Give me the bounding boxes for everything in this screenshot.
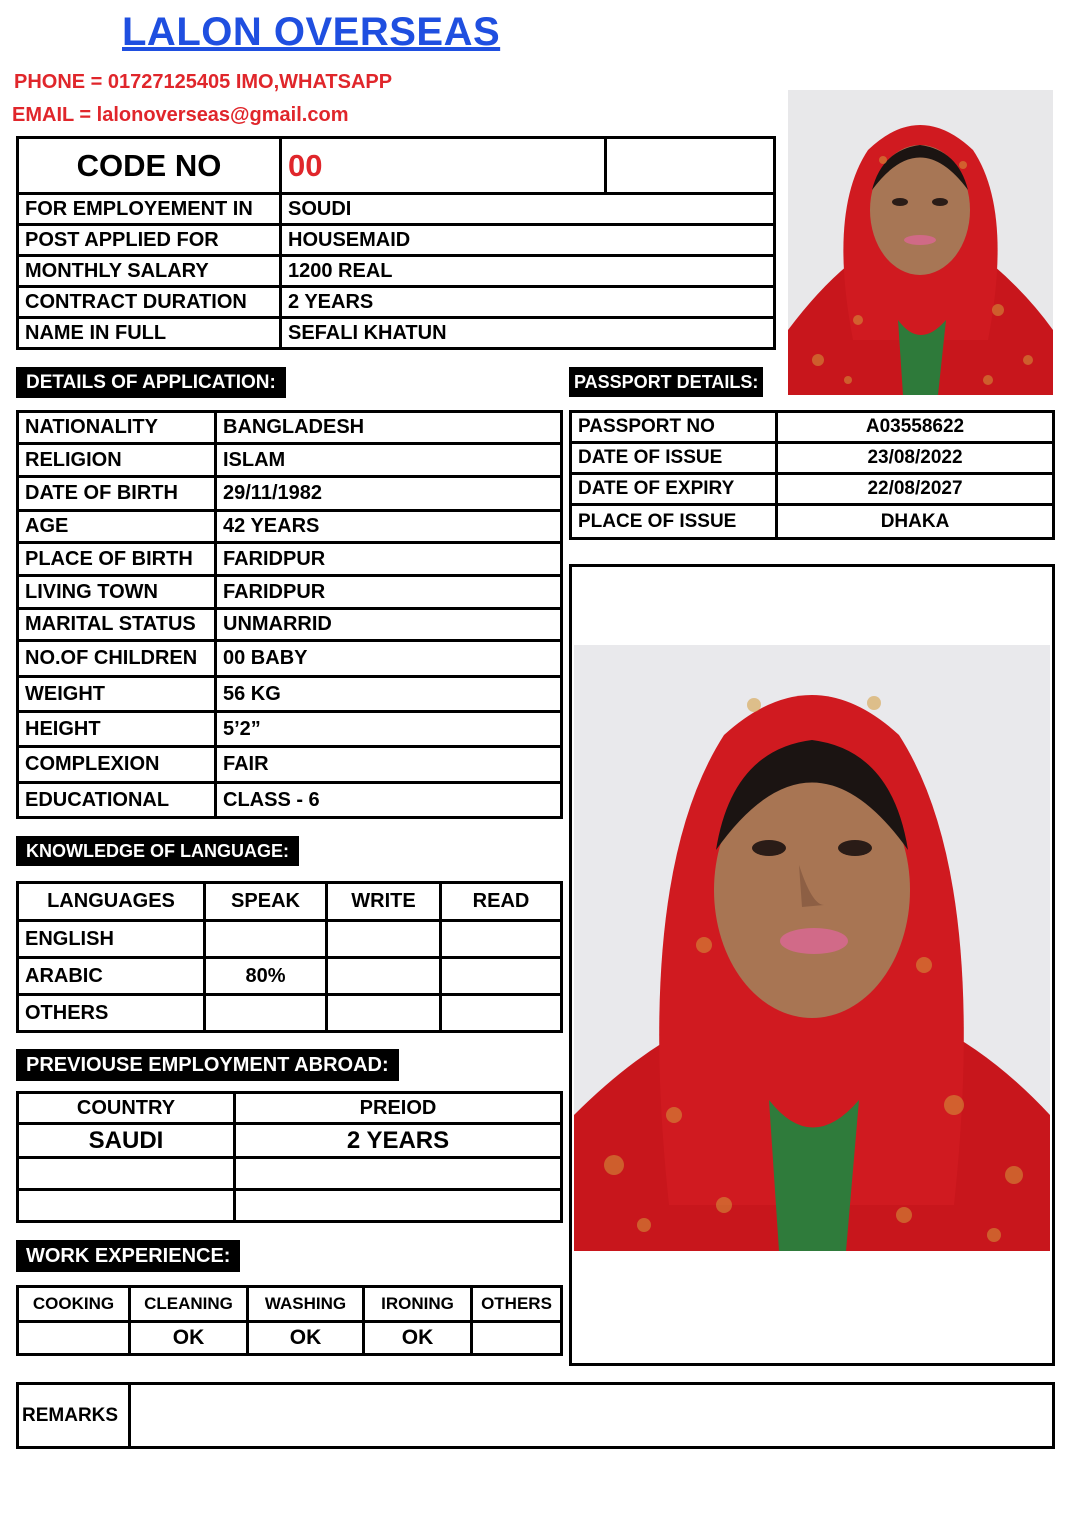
top-info-table xyxy=(16,136,776,350)
language-level-speak xyxy=(205,995,327,1032)
passport-value-date-of-expiry: 22/08/2027 xyxy=(777,474,1054,505)
value-weight: 56 KG xyxy=(216,677,562,712)
passport-table xyxy=(569,410,1055,540)
language-row xyxy=(18,921,562,958)
label-post-applied: POST APPLIED FOR xyxy=(18,225,281,256)
application-row xyxy=(18,783,562,818)
passport-label-date-of-expiry: DATE OF EXPIRY xyxy=(571,474,777,505)
passport-row xyxy=(571,474,1054,505)
value-full-name: SEFALI KHATUN xyxy=(281,318,775,349)
work-value-washing: OK xyxy=(248,1322,364,1355)
work-header-ironing: IRONING xyxy=(364,1287,472,1322)
employment-header-row xyxy=(18,1093,562,1124)
language-table xyxy=(16,881,563,1033)
label-religion: RELIGION xyxy=(18,444,216,477)
passport-label-place-of-issue: PLACE OF ISSUE xyxy=(571,505,777,539)
language-level-write xyxy=(327,958,441,995)
employment-heading: PREVIOUSE EMPLOYMENT ABROAD: xyxy=(16,1049,399,1081)
application-row xyxy=(18,444,562,477)
language-header-speak: SPEAK xyxy=(205,883,327,921)
value-no-of-children: 00 BABY xyxy=(216,641,562,677)
language-level-read xyxy=(441,921,562,958)
value-date-of-birth: 29/11/1982 xyxy=(216,477,562,511)
work-value-cleaning: OK xyxy=(130,1322,248,1355)
employment-country xyxy=(18,1158,235,1190)
work-header-washing: WASHING xyxy=(248,1287,364,1322)
language-name: ENGLISH xyxy=(18,921,205,958)
application-row xyxy=(18,747,562,783)
portrait-photo-large xyxy=(574,645,1050,1251)
work-header-row xyxy=(18,1287,562,1322)
employment-country xyxy=(18,1190,235,1222)
work-header-cleaning: CLEANING xyxy=(130,1287,248,1322)
value-age: 42 YEARS xyxy=(216,511,562,543)
passport-label-passport-no: PASSPORT NO xyxy=(571,412,777,443)
work-header-others: OTHERS xyxy=(472,1287,562,1322)
label-height: HEIGHT xyxy=(18,712,216,747)
value-religion: ISLAM xyxy=(216,444,562,477)
language-name: OTHERS xyxy=(18,995,205,1032)
passport-row xyxy=(571,443,1054,474)
work-table xyxy=(16,1285,563,1356)
remarks-table xyxy=(16,1382,1055,1449)
application-row xyxy=(18,511,562,543)
employment-table xyxy=(16,1091,563,1223)
application-row xyxy=(18,712,562,747)
language-level-write xyxy=(327,921,441,958)
application-row xyxy=(18,477,562,511)
employment-row xyxy=(18,1158,562,1190)
label-full-name: NAME IN FULL xyxy=(18,318,281,349)
language-row xyxy=(18,958,562,995)
remarks-label: REMARKS xyxy=(18,1384,130,1448)
employment-period xyxy=(235,1158,562,1190)
application-row xyxy=(18,543,562,576)
label-living-town: LIVING TOWN xyxy=(18,576,216,609)
employment-period: 2 YEARS xyxy=(235,1124,562,1158)
language-level-speak: 80% xyxy=(205,958,327,995)
label-date-of-birth: DATE OF BIRTH xyxy=(18,477,216,511)
passport-label-date-of-issue: DATE OF ISSUE xyxy=(571,443,777,474)
value-marital-status: UNMARRID xyxy=(216,609,562,641)
application-row xyxy=(18,677,562,712)
code-blank xyxy=(606,138,775,194)
value-living-town: FARIDPUR xyxy=(216,576,562,609)
language-level-speak xyxy=(205,921,327,958)
passport-value-passport-no: A03558622 xyxy=(777,412,1054,443)
language-header-row xyxy=(18,883,562,921)
language-row xyxy=(18,995,562,1032)
language-header-languages: LANGUAGES xyxy=(18,883,205,921)
value-contract-duration: 2 YEARS xyxy=(281,287,775,318)
value-employment-in: SOUDI xyxy=(281,194,775,225)
employment-header-country: COUNTRY xyxy=(18,1093,235,1124)
application-row xyxy=(18,576,562,609)
label-complexion: COMPLEXION xyxy=(18,747,216,783)
employment-row xyxy=(18,1124,562,1158)
employment-row xyxy=(18,1190,562,1222)
label-marital-status: MARITAL STATUS xyxy=(18,609,216,641)
company-title: LALON OVERSEAS xyxy=(122,10,501,54)
label-age: AGE xyxy=(18,511,216,543)
language-heading: KNOWLEDGE OF LANGUAGE: xyxy=(16,836,299,866)
code-label: CODE NO xyxy=(18,138,281,194)
value-monthly-salary: 1200 REAL xyxy=(281,256,775,287)
portrait-photo-small xyxy=(788,90,1053,395)
language-level-read xyxy=(441,995,562,1032)
application-table xyxy=(16,410,563,819)
work-value-others xyxy=(472,1322,562,1355)
phone-line: PHONE = 01727125405 IMO,WHATSAPP xyxy=(14,71,393,93)
work-value-ironing: OK xyxy=(364,1322,472,1355)
value-post-applied: HOUSEMAID xyxy=(281,225,775,256)
label-weight: WEIGHT xyxy=(18,677,216,712)
label-place-of-birth: PLACE OF BIRTH xyxy=(18,543,216,576)
application-row xyxy=(18,412,562,444)
work-header-cooking: COOKING xyxy=(18,1287,130,1322)
email-line: EMAIL = lalonoverseas@gmail.com xyxy=(12,104,349,126)
passport-heading: PASSPORT DETAILS: xyxy=(569,367,763,397)
label-no-of-children: NO.OF CHILDREN xyxy=(18,641,216,677)
language-level-write xyxy=(327,995,441,1032)
language-name: ARABIC xyxy=(18,958,205,995)
language-header-write: WRITE xyxy=(327,883,441,921)
label-employment-in: FOR EMPLOYEMENT IN xyxy=(18,194,281,225)
value-nationality: BANGLADESH xyxy=(216,412,562,444)
passport-value-date-of-issue: 23/08/2022 xyxy=(777,443,1054,474)
label-nationality: NATIONALITY xyxy=(18,412,216,444)
application-heading: DETAILS OF APPLICATION: xyxy=(16,367,286,398)
employment-country: SAUDI xyxy=(18,1124,235,1158)
code-value: 00 xyxy=(281,138,606,194)
employment-period xyxy=(235,1190,562,1222)
language-level-read xyxy=(441,958,562,995)
value-complexion: FAIR xyxy=(216,747,562,783)
work-values-row xyxy=(18,1322,562,1355)
value-height: 5’2” xyxy=(216,712,562,747)
label-educational: EDUCATIONAL xyxy=(18,783,216,818)
application-row xyxy=(18,641,562,677)
value-place-of-birth: FARIDPUR xyxy=(216,543,562,576)
label-monthly-salary: MONTHLY SALARY xyxy=(18,256,281,287)
language-header-read: READ xyxy=(441,883,562,921)
passport-row xyxy=(571,412,1054,443)
passport-row xyxy=(571,505,1054,539)
value-educational: CLASS - 6 xyxy=(216,783,562,818)
application-row xyxy=(18,609,562,641)
employment-header-preiod: PREIOD xyxy=(235,1093,562,1124)
passport-value-place-of-issue: DHAKA xyxy=(777,505,1054,539)
portrait-photo-frame xyxy=(569,564,1055,1366)
label-contract-duration: CONTRACT DURATION xyxy=(18,287,281,318)
remarks-value xyxy=(130,1384,1054,1448)
work-value-cooking xyxy=(18,1322,130,1355)
work-heading: WORK EXPERIENCE: xyxy=(16,1240,240,1272)
